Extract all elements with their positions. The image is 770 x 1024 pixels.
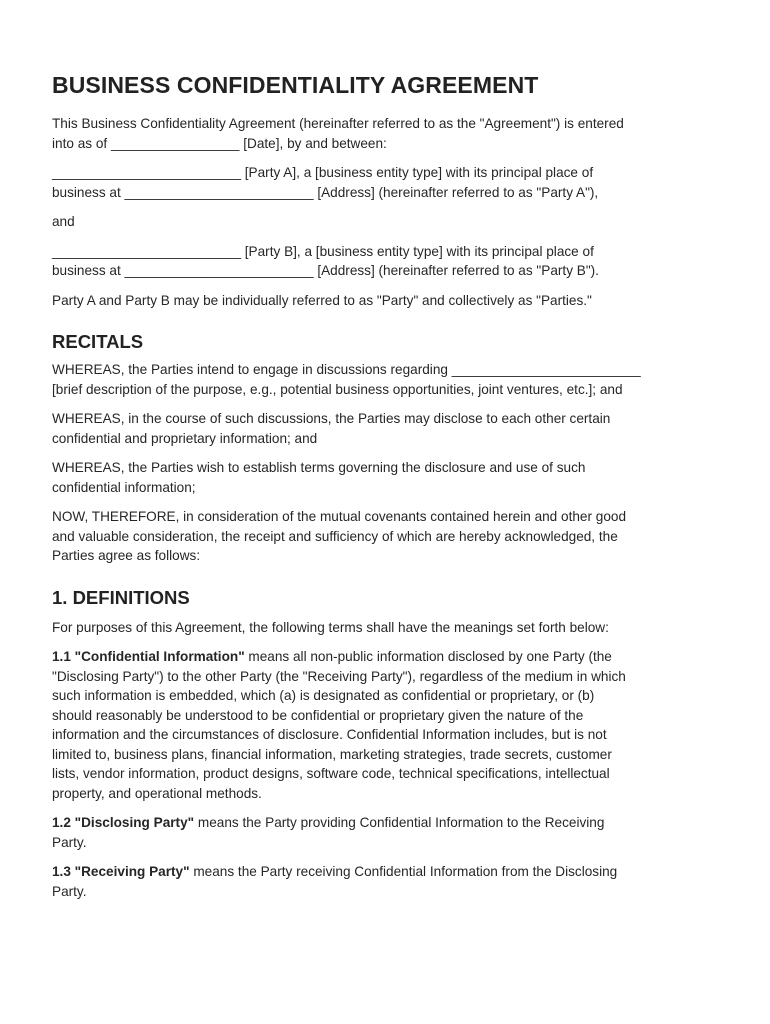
definition-1-1 bbox=[52, 647, 722, 803]
definition-1-1-line-2: "Disclosing Party") to the other Party (the "Receiving Party"), regardless of the medium in which bbox=[52, 668, 626, 684]
party-b-line-1: _________________________ [Party B], a [business entity type] with its principal place of bbox=[52, 243, 594, 259]
definition-1-2-first: means the Party providing Confidential Information to the Receiving bbox=[194, 815, 605, 830]
intro-line-1: This Business Confidentiality Agreement (hereinafter referred to as the "Agreement") is entered bbox=[52, 116, 624, 131]
party-a-line-2: business at _________________________ [Address] (hereinafter referred to as "Party A"), bbox=[52, 184, 599, 200]
intro-line-2: into as of _________________ [Date], by and between: bbox=[52, 135, 387, 151]
parties-note: Party A and Party B may be individually referred to as "Party" and collectively as "Parties." bbox=[52, 292, 592, 308]
definition-1-2 bbox=[52, 813, 722, 852]
definitions-heading: 1. DEFINITIONS bbox=[52, 586, 190, 608]
definition-1-3-term: 1.3 "Receiving Party" bbox=[52, 864, 190, 879]
definition-1-2-term: 1.2 "Disclosing Party" bbox=[52, 815, 195, 830]
whereas-3 bbox=[52, 458, 722, 497]
document-page bbox=[52, 70, 722, 901]
definitions-intro: For purposes of this Agreement, the following terms shall have the meanings set forth below: bbox=[52, 619, 609, 635]
definition-1-1-line-6: limited to, business plans, financial information, marketing strategies, trade secrets, customer bbox=[52, 746, 612, 762]
definition-1-3-line-2: Party. bbox=[52, 883, 87, 899]
whereas-3-line-2: confidential information; bbox=[52, 479, 196, 495]
document-title: BUSINESS CONFIDENTIALITY AGREEMENT bbox=[52, 72, 539, 98]
party-b-line-2: business at _________________________ [Address] (hereinafter referred to as "Party B"). bbox=[52, 263, 599, 278]
definition-1-1-line-4: should reasonably be understood to be confidential or proprietary given the nature of the bbox=[52, 707, 584, 723]
whereas-3-line-1: WHEREAS, the Parties wish to establish terms governing the disclosure and use of such bbox=[52, 460, 586, 475]
whereas-2-line-1: WHEREAS, in the course of such discussions, the Parties may disclose to each other certain bbox=[52, 411, 611, 426]
definition-1-1-line-5: information and the circumstances of disclosure. Confidential Information includes, but is not bbox=[52, 727, 607, 742]
definition-1-1-first: means all non-public information disclosed by one Party (the bbox=[244, 649, 612, 664]
recitals-heading: RECITALS bbox=[52, 331, 144, 352]
definition-1-3 bbox=[52, 862, 722, 901]
now-therefore bbox=[52, 507, 722, 566]
and-text: and bbox=[52, 214, 75, 229]
definition-1-1-term: 1.1 "Confidential Information" bbox=[52, 649, 245, 664]
definition-1-3-first: means the Party receiving Confidential Information from the Disclosing bbox=[189, 864, 618, 879]
definition-1-1-line-7: lists, vendor information, product designs, software code, technical specifications, intellectual bbox=[52, 766, 610, 781]
definition-1-1-line-8: property, and operational methods. bbox=[52, 785, 262, 801]
whereas-1 bbox=[52, 360, 722, 399]
whereas-2-line-2: confidential and proprietary information; and bbox=[52, 430, 318, 446]
definition-1-2-line-2: Party. bbox=[52, 834, 87, 850]
intro-paragraph bbox=[52, 114, 722, 153]
now-therefore-line-1: NOW, THEREFORE, in consideration of the mutual covenants contained herein and other good bbox=[52, 509, 627, 524]
now-therefore-line-3: Parties agree as follows: bbox=[52, 548, 201, 563]
whereas-1-line-2: [brief description of the purpose, e.g., potential business opportunities, joint ventures, etc.]; and bbox=[52, 381, 623, 397]
now-therefore-line-2: and valuable consideration, the receipt and sufficiency of which are hereby acknowledged, the bbox=[52, 528, 618, 544]
whereas-1-line-1: WHEREAS, the Parties intend to engage in discussions regarding _________________________ bbox=[52, 362, 641, 377]
party-a-line-1: _________________________ [Party A], a [business entity type] with its principal place of bbox=[52, 165, 594, 180]
whereas-2 bbox=[52, 409, 722, 448]
party-a-paragraph bbox=[52, 163, 722, 202]
party-b-paragraph bbox=[52, 242, 722, 281]
definition-1-1-line-3: such information is embedded, which (a) is designated as confidential or proprietary, or (b) bbox=[52, 688, 595, 703]
